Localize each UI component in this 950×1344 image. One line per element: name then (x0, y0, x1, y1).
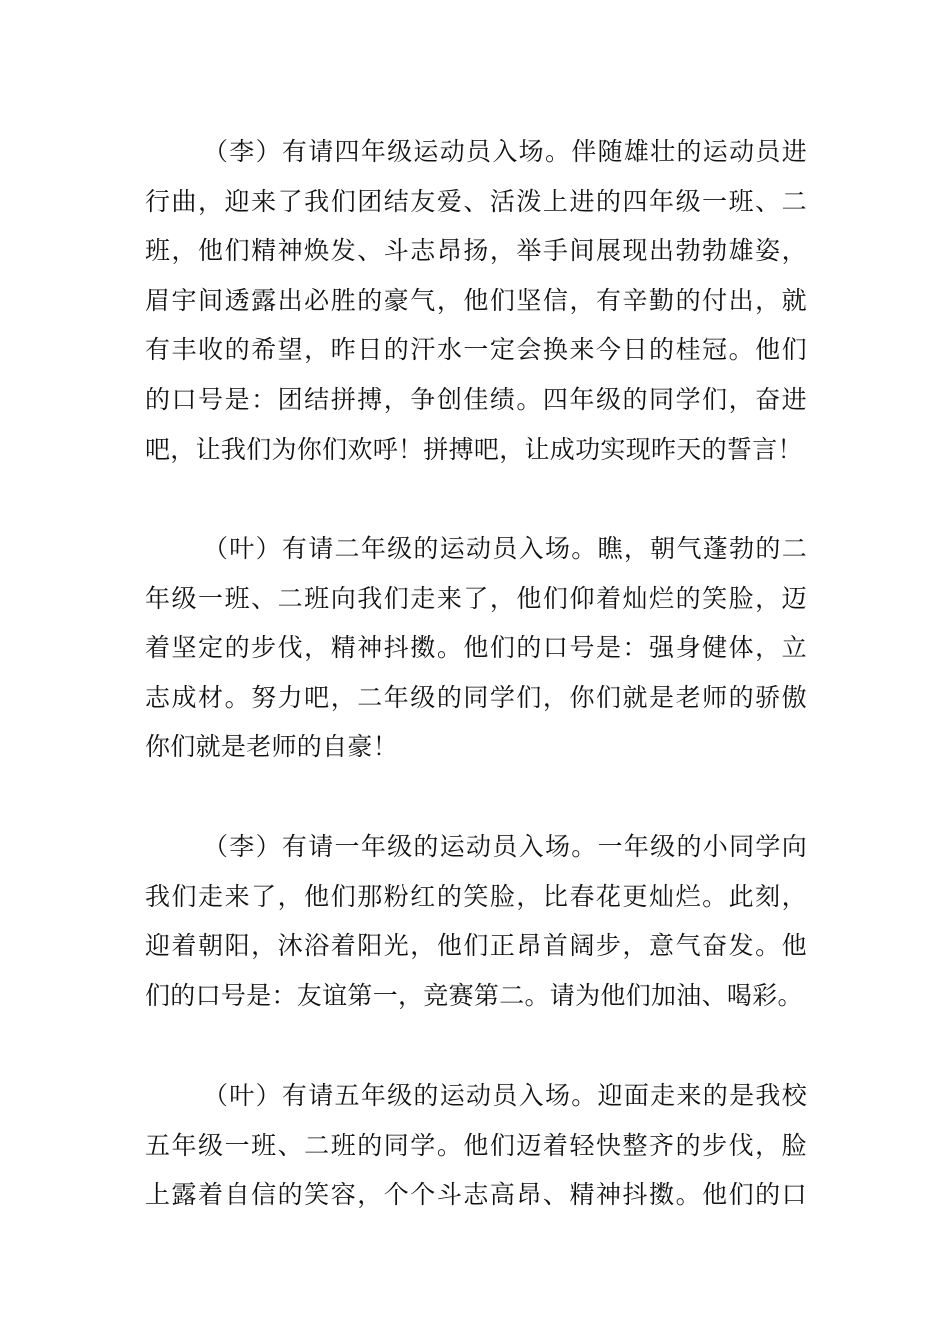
text-line: 年级一班、二班向我们走来了，他们仰着灿烂的笑脸，迈 (145, 583, 807, 613)
text-line: 着坚定的步伐，精神抖擞。他们的口号是：强身健体，立 (145, 633, 807, 663)
text-line: 志成材。努力吧，二年级的同学们，你们就是老师的骄傲 (145, 682, 807, 712)
text-line: 班，他们精神焕发、斗志昂扬，举手间展现出勃勃雄姿， (145, 236, 807, 266)
text-line: 五年级一班、二班的同学。他们迈着轻快整齐的步伐，脸 (145, 1130, 807, 1160)
text-line: 的口号是：团结拼搏，争创佳绩。四年级的同学们，奋进 (145, 384, 807, 414)
paragraph-grade-one (145, 822, 807, 1020)
text-line: 眉宇间透露出必胜的豪气，他们坚信，有辛勤的付出，就 (145, 285, 807, 315)
text-line: 我们走来了，他们那粉红的笑脸，比春花更灿烂。此刻， (145, 881, 807, 911)
text-line: 有丰收的希望，昨日的汗水一定会换来今日的桂冠。他们 (145, 335, 807, 365)
text-line: 们的口号是：友谊第一，竞赛第二。请为他们加油、喝彩。 (145, 980, 803, 1010)
paragraph-grade-two (145, 524, 807, 772)
paragraph-grade-five (145, 1071, 807, 1220)
text-line: 你们就是老师的自豪！ (145, 732, 399, 762)
text-line: （李）有请一年级的运动员入场。一年级的小同学向 (203, 832, 807, 861)
paragraph-grade-four (145, 127, 807, 474)
text-line: 吧，让我们为你们欢呼！拼搏吧，让成功实现昨天的誓言！ (145, 434, 803, 464)
text-line: （叶）有请五年级的运动员入场。迎面走来的是我校 (203, 1081, 807, 1110)
text-line: 迎着朝阳，沐浴着阳光，他们正昂首阔步，意气奋发。他 (145, 931, 807, 961)
text-line: 上露着自信的笑容，个个斗志高昂、精神抖擞。他们的口 (145, 1180, 807, 1210)
text-line: （叶）有请二年级的运动员入场。瞧，朝气蓬勃的二 (203, 534, 807, 563)
text-line: （李）有请四年级运动员入场。伴随雄壮的运动员进 (203, 137, 807, 166)
text-line: 行曲，迎来了我们团结友爱、活泼上进的四年级一班、二 (145, 186, 807, 216)
